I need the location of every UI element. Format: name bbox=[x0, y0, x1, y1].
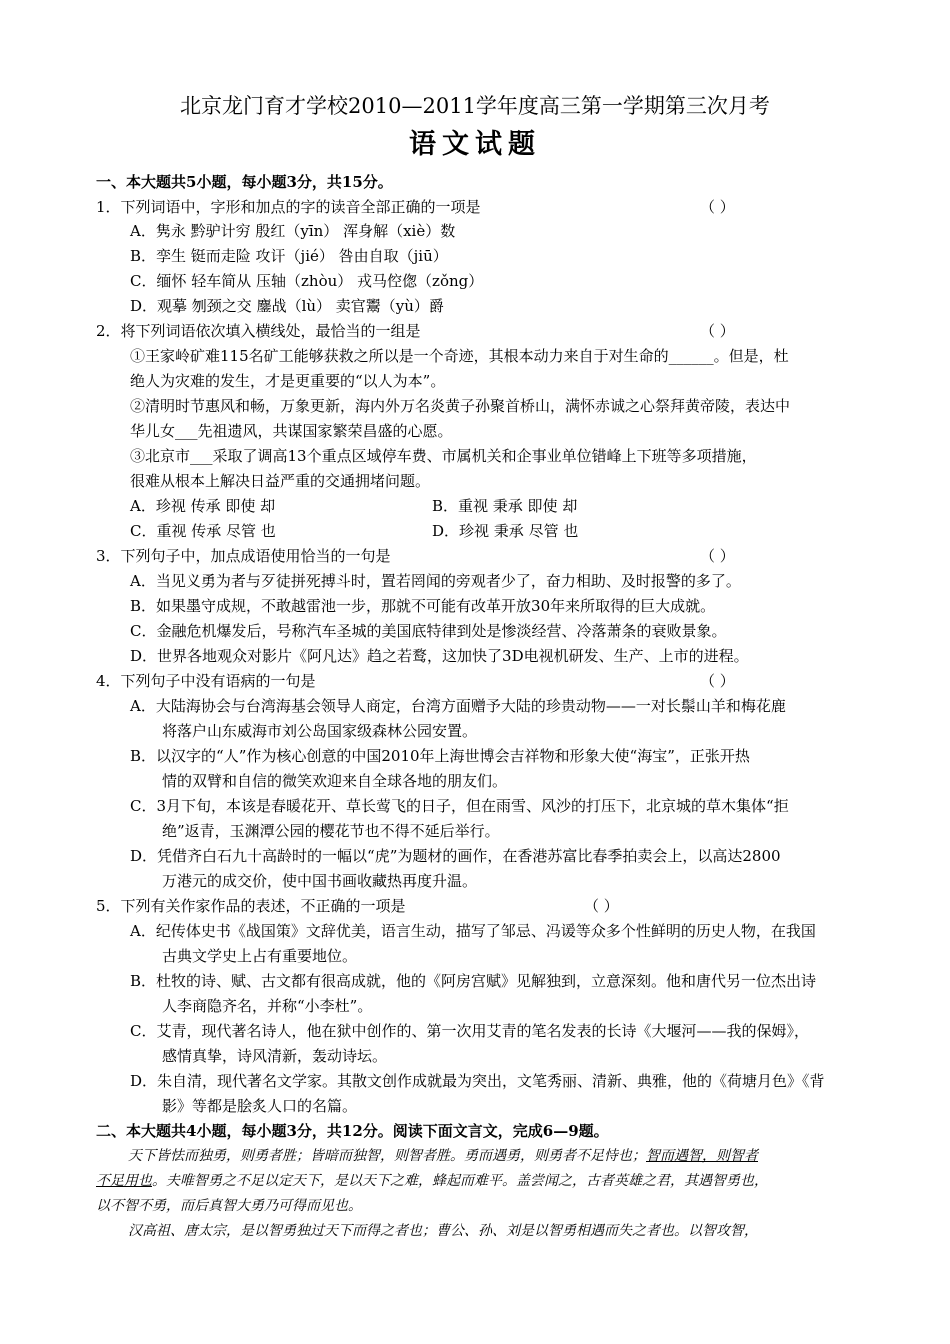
q5-option-a-cont: 古典文学史上占有重要地位。 bbox=[162, 947, 358, 965]
q2-option-d: D．珍视 秉承 尽管 也 bbox=[432, 522, 579, 540]
q5-option-b-cont: 人李商隐齐名，并称“小李杜”。 bbox=[162, 997, 373, 1015]
q1-option-d: D．观摹 刎颈之交 鏖战（lù） 卖官鬻（yù）爵 bbox=[130, 297, 444, 315]
q3-option-b: B．如果墨守成规，不敢越雷池一步，那就不可能有改革开放30年来所取得的巨大成就。 bbox=[130, 597, 716, 615]
q4-option-a-cont: 将落户山东威海市刘公岛国家级森林公园安置。 bbox=[162, 722, 478, 740]
q2-sentence-line: ②清明时节惠风和畅，万象更新，海内外万名炎黄子孙聚首桥山，满怀赤诚之心祭拜黄帝陵，表达中 bbox=[130, 397, 791, 415]
q4-option-c: C．3月下旬，本该是春暖花开、草长莺飞的日子，但在雨雪、风沙的打压下，北京城的草木集体“拒 bbox=[130, 797, 789, 815]
q2-sentence-line: 很难从根本上解决日益严重的交通拥堵问题。 bbox=[130, 472, 431, 490]
section1-heading: 一、本大题共5小题，每小题3分，共15分。 bbox=[96, 173, 393, 191]
q4-answer-bracket: （ ） bbox=[700, 672, 735, 690]
q2-option-b: B．重视 秉承 即使 却 bbox=[432, 497, 578, 515]
passage-line: 以不智不勇，而后真智大勇乃可得而见也。 bbox=[96, 1198, 362, 1214]
passage-line bbox=[128, 1146, 758, 1166]
q1-option-b: B．孪生 铤而走险 攻讦（jié） 咎由自取（jiū） bbox=[130, 247, 448, 265]
q3-stem: 3．下列句子中，加点成语使用恰当的一句是 bbox=[96, 547, 391, 565]
exam-title: 语文试题 bbox=[409, 129, 541, 160]
q1-option-c: C．缅怀 轻车简从 压轴（zhòu） 戎马倥偬（zǒng） bbox=[130, 272, 484, 290]
school-title: 北京龙门育才学校2010—2011学年度高三第一学期第三次月考 bbox=[180, 94, 770, 118]
q5-option-a: A．纪传体史书《战国策》文辞优美，语言生动，描写了邹忌、冯谖等众多个性鲜明的历史人物，在我国 bbox=[130, 922, 816, 940]
q4-option-c-cont: 绝”返青，玉渊潭公园的樱花节也不得不延后举行。 bbox=[162, 822, 500, 840]
q3-option-a: A．当见义勇为者与歹徒拼死搏斗时，置若罔闻的旁观者少了，奋力相助、及时报警的多了。 bbox=[130, 572, 741, 590]
q4-option-a: A．大陆海协会与台湾海基会领导人商定，台湾方面赠予大陆的珍贵动物——一对长鬃山羊和梅花鹿 bbox=[130, 697, 786, 715]
q2-option-c: C．重视 传承 尽管 也 bbox=[130, 522, 276, 540]
q4-option-d-cont: 万港元的成交价，使中国书画收藏热再度升温。 bbox=[162, 872, 478, 890]
passage-line bbox=[96, 1171, 768, 1191]
q4-stem: 4．下列句子中没有语病的一句是 bbox=[96, 672, 316, 690]
q5-option-c-cont: 感情真挚，诗风清新，轰动诗坛。 bbox=[162, 1047, 388, 1065]
q1-stem: 1．下列词语中，字形和加点的字的读音全部正确的一项是 bbox=[96, 198, 481, 216]
passage-line: 汉高祖、唐太宗，是以智勇独过天下而得之者也；曹公、孙、刘是以智勇相遇而失之者也。以智攻智， bbox=[128, 1223, 758, 1239]
underlined-sentence: 不足用也 bbox=[96, 1173, 152, 1189]
q3-option-d: D．世界各地观众对影片《阿凡达》趋之若鹜，这加快了3D电视机研发、生产、上市的进程。 bbox=[130, 647, 749, 665]
q4-option-b: B．以汉字的“人”作为核心创意的中国2010年上海世博会吉祥物和形象大使“海宝”，正张开热 bbox=[130, 747, 750, 765]
q2-sentence-line: ①王家岭矿难115名矿工能够获救之所以是一个奇迹，其根本动力来自于对生命的______。但是，杜 bbox=[130, 347, 789, 365]
q5-option-d: D．朱自清，现代著名文学家。其散文创作成就最为突出，文笔秀丽、清新、典雅，他的《荷塘月色》《背 bbox=[130, 1072, 825, 1090]
q5-answer-bracket: （ ） bbox=[584, 897, 619, 915]
passage-text: 天下皆怯而独勇，则勇者胜；皆暗而独智，则智者胜。勇而遇勇，则勇者不足恃也； bbox=[128, 1148, 646, 1164]
q2-sentence-line: ③北京市___采取了调高13个重点区域停车费、市属机关和企事业单位错峰上下班等多项措施， bbox=[130, 447, 757, 465]
q3-answer-bracket: （ ） bbox=[700, 547, 735, 565]
q5-option-c: C．艾青，现代著名诗人，他在狱中创作的、第一次用艾青的笔名发表的长诗《大堰河——我的保姆》， bbox=[130, 1022, 809, 1040]
q4-option-d: D．凭借齐白石九十高龄时的一幅以“虎”为题材的画作，在香港苏富比春季拍卖会上，以高达2800 bbox=[130, 847, 781, 865]
passage-text: 。夫唯智勇之不足以定天下，是以天下之难，蜂起而难平。盖尝闻之，古者英雄之君，其遇智勇也， bbox=[152, 1173, 768, 1189]
q2-option-a: A．珍视 传承 即使 却 bbox=[130, 497, 276, 515]
q3-option-c: C．金融危机爆发后，号称汽车圣城的美国底特律到处是惨淡经营、冷落萧条的衰败景象。 bbox=[130, 622, 727, 640]
q5-stem: 5．下列有关作家作品的表述，不正确的一项是 bbox=[96, 897, 406, 915]
q5-option-d-cont: 影》等都是脍炙人口的名篇。 bbox=[162, 1097, 358, 1115]
q5-option-b: B．杜牧的诗、赋、古文都有很高成就，他的《阿房宫赋》见解独到，立意深刻。他和唐代另一位杰出诗 bbox=[130, 972, 817, 990]
q2-stem: 2．将下列词语依次填入横线处，最恰当的一组是 bbox=[96, 322, 421, 340]
q1-answer-bracket: （ ） bbox=[700, 198, 735, 216]
q4-option-b-cont: 情的双臂和自信的微笑欢迎来自全球各地的朋友们。 bbox=[162, 772, 508, 790]
section2-heading: 二、本大题共4小题，每小题3分，共12分。阅读下面文言文，完成6—9题。 bbox=[96, 1122, 609, 1140]
underlined-sentence: 智而遇智，则智者 bbox=[646, 1148, 758, 1164]
q2-sentence-line: 华儿女___先祖遗风，共谋国家繁荣昌盛的心愿。 bbox=[130, 422, 453, 440]
q2-answer-bracket: （ ） bbox=[700, 322, 735, 340]
q1-option-a: A．隽永 黔驴计穷 殷红（yīn） 浑身解（xiè）数 bbox=[130, 222, 456, 240]
q2-sentence-line: 绝人为灾难的发生，才是更重要的“以人为本”。 bbox=[130, 372, 446, 390]
